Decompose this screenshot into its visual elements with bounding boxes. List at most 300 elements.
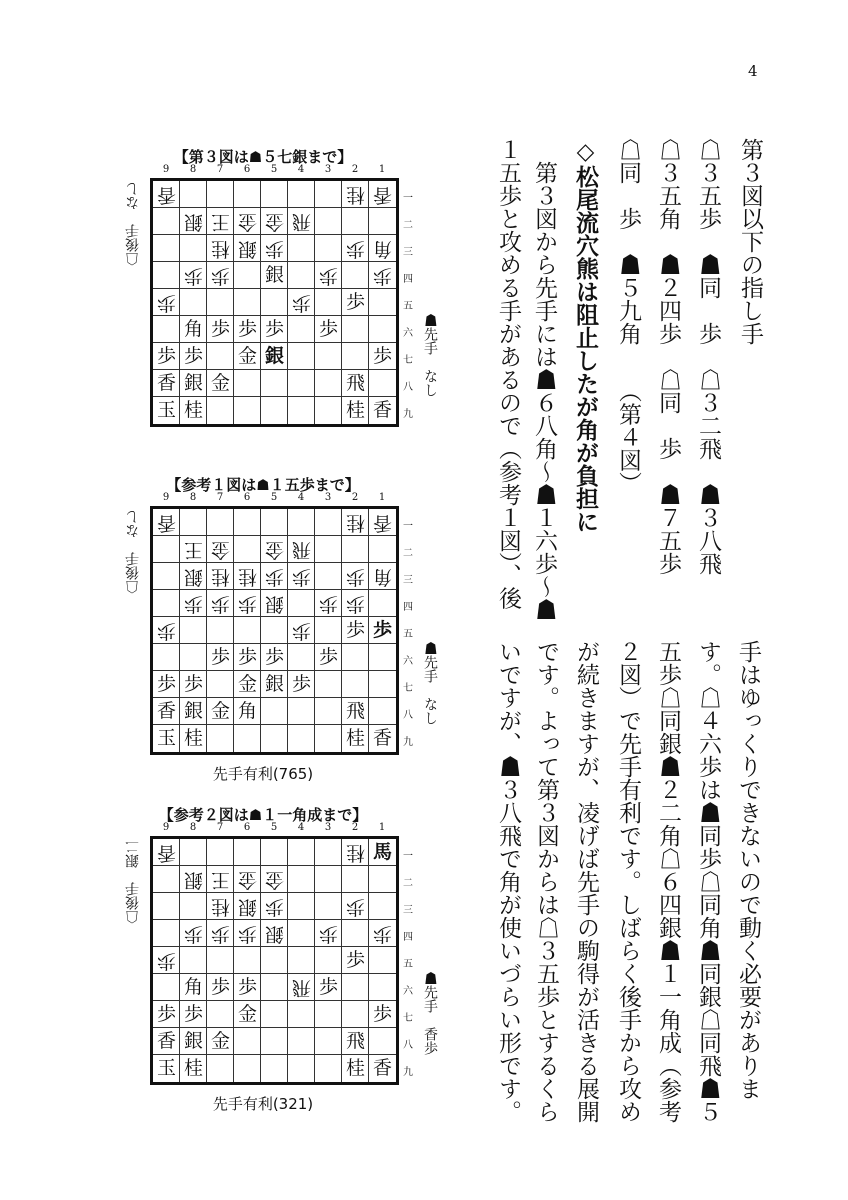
- board-square: [261, 725, 288, 752]
- board-square: [207, 866, 234, 893]
- board-square: [288, 590, 315, 617]
- rank-label: 四: [403, 932, 413, 943]
- board-square: [288, 974, 315, 1001]
- board-square: [153, 725, 180, 752]
- board-square: [153, 343, 180, 370]
- board-square: [180, 397, 207, 424]
- board-square: [342, 725, 369, 752]
- rank-label: 四: [403, 274, 413, 285]
- diagram-title: 【参考１図は☗１五歩まで】: [166, 476, 360, 494]
- rank-label: 九: [403, 409, 413, 420]
- gote-piece: 香: [157, 512, 177, 534]
- file-label: 1: [378, 492, 386, 503]
- diagram-ref2: [118, 798, 438, 1128]
- board-square: [261, 289, 288, 316]
- rank-label: 一: [403, 851, 413, 862]
- board-square: [207, 725, 234, 752]
- board-square: [234, 208, 261, 235]
- gote-hand: ☖後手 なし: [125, 510, 141, 594]
- board-square: [342, 235, 369, 262]
- sente-piece: 銀: [264, 264, 284, 286]
- board-square: [369, 563, 396, 590]
- board-square: [207, 181, 234, 208]
- board-square: [369, 866, 396, 893]
- board-square: [153, 397, 180, 424]
- file-label: 3: [324, 822, 332, 833]
- sente-piece: 歩: [237, 318, 257, 340]
- sente-piece: 香: [156, 1030, 176, 1052]
- rank-label: 七: [403, 1013, 413, 1024]
- board-square: [261, 839, 288, 866]
- sente-piece: 歩: [345, 291, 365, 313]
- last-move-piece: 銀: [264, 345, 284, 367]
- sente-piece: 玉: [156, 1057, 176, 1079]
- file-label: 2: [351, 164, 359, 175]
- board-square: [153, 1028, 180, 1055]
- board-square: [342, 839, 369, 866]
- board-square: [342, 343, 369, 370]
- sente-piece: 歩: [318, 318, 338, 340]
- gote-piece: 桂: [346, 184, 366, 206]
- rank-label: 八: [403, 1040, 413, 1051]
- gote-piece: 角: [373, 238, 393, 260]
- sente-piece: 歩: [237, 646, 257, 668]
- board-square: [153, 536, 180, 563]
- board-square: [207, 563, 234, 590]
- rank-label: 一: [403, 193, 413, 204]
- board-square: [234, 590, 261, 617]
- board-square: [207, 262, 234, 289]
- board-square: [288, 397, 315, 424]
- rank-label: 八: [403, 382, 413, 393]
- board-square: [261, 235, 288, 262]
- board-square: [369, 617, 396, 644]
- board-square: [315, 644, 342, 671]
- gote-piece: 銀: [265, 593, 285, 615]
- board-square: [342, 974, 369, 1001]
- gote-piece: 金: [265, 211, 285, 233]
- sente-piece: 香: [156, 700, 176, 722]
- file-label: 3: [324, 492, 332, 503]
- board-square: [207, 839, 234, 866]
- board-square: [207, 536, 234, 563]
- board-square: [288, 563, 315, 590]
- board-square: [234, 262, 261, 289]
- gote-piece: 金: [211, 539, 231, 561]
- sente-piece: 金: [210, 372, 230, 394]
- board-square: [234, 316, 261, 343]
- board-square: [180, 370, 207, 397]
- board-square: [153, 839, 180, 866]
- rank-label: 三: [403, 575, 413, 586]
- sente-piece: 飛: [345, 1030, 365, 1052]
- board-square: [342, 536, 369, 563]
- board-square: [288, 343, 315, 370]
- gote-piece: 歩: [265, 238, 285, 260]
- rank-label: 五: [403, 301, 413, 312]
- rank-label: 二: [403, 548, 413, 559]
- board-square: [342, 947, 369, 974]
- board-square: [180, 208, 207, 235]
- board-square: [315, 181, 342, 208]
- gote-piece: 金: [265, 539, 285, 561]
- board-square: [315, 370, 342, 397]
- board-square: [261, 974, 288, 1001]
- board-square: [180, 893, 207, 920]
- board-square: [261, 947, 288, 974]
- board-square: [288, 536, 315, 563]
- sente-piece: 銀: [183, 700, 203, 722]
- board-square: [207, 316, 234, 343]
- board-square: [369, 974, 396, 1001]
- board-square: [288, 208, 315, 235]
- sente-piece: 香: [372, 727, 392, 749]
- board-square: [207, 208, 234, 235]
- board-square: [315, 208, 342, 235]
- board-square: [234, 181, 261, 208]
- board-square: [315, 1028, 342, 1055]
- file-label: 6: [243, 492, 251, 503]
- board-square: [315, 671, 342, 698]
- sente-piece: 銀: [183, 1030, 203, 1052]
- board-square: [180, 866, 207, 893]
- board-square: [180, 725, 207, 752]
- board-square: [315, 698, 342, 725]
- board-square: [369, 644, 396, 671]
- file-label: 5: [270, 164, 278, 175]
- board-square: [207, 370, 234, 397]
- board-square: [207, 397, 234, 424]
- board-square: [342, 866, 369, 893]
- board-square: [234, 947, 261, 974]
- board-square: [315, 920, 342, 947]
- board-square: [288, 1001, 315, 1028]
- rank-label: 五: [403, 629, 413, 640]
- board-square: [369, 536, 396, 563]
- gote-piece: 王: [211, 869, 231, 891]
- gote-piece: 歩: [238, 593, 258, 615]
- gote-piece: 歩: [292, 566, 312, 588]
- sente-piece: 歩: [156, 673, 176, 695]
- board-square: [153, 509, 180, 536]
- gote-piece: 歩: [211, 593, 231, 615]
- text-column: 手はゆっくりできないので動く必要がありま: [735, 640, 761, 1100]
- board-square: [180, 920, 207, 947]
- board-square: [207, 671, 234, 698]
- board-square: [153, 920, 180, 947]
- board-square: [315, 397, 342, 424]
- board-square: [369, 208, 396, 235]
- gote-piece: 桂: [238, 566, 258, 588]
- board-square: [315, 1001, 342, 1028]
- board-square: [369, 839, 396, 866]
- board-square: [315, 893, 342, 920]
- evaluation-caption: 先手有利(765): [212, 765, 314, 783]
- sente-piece: 歩: [183, 1003, 203, 1025]
- board-square: [369, 235, 396, 262]
- last-move-piece: 歩: [372, 619, 392, 641]
- sente-piece: 角: [237, 700, 257, 722]
- diagram-title: 【第３図は☗５七銀まで】: [173, 148, 353, 166]
- board-square: [234, 1028, 261, 1055]
- board-square: [261, 866, 288, 893]
- gote-piece: 銀: [265, 923, 285, 945]
- board-square: [315, 563, 342, 590]
- board-square: [342, 1055, 369, 1082]
- sente-piece: 歩: [372, 1003, 392, 1025]
- rank-label: 七: [403, 683, 413, 694]
- board-square: [261, 644, 288, 671]
- board-square: [207, 289, 234, 316]
- board-square: [342, 181, 369, 208]
- gote-piece: 王: [211, 211, 231, 233]
- board-square: [180, 590, 207, 617]
- sente-piece: 飛: [345, 372, 365, 394]
- rank-label: 四: [403, 602, 413, 613]
- rank-label: 一: [403, 521, 413, 532]
- text-column: す。☖４六歩は☗同歩☖同角☗同銀☖同飛☗５: [695, 640, 721, 1123]
- gote-piece: 歩: [319, 923, 339, 945]
- last-move-piece: 馬: [372, 841, 392, 863]
- board-square: [315, 866, 342, 893]
- gote-piece: 歩: [265, 566, 285, 588]
- board-square: [315, 1055, 342, 1082]
- file-label: 8: [189, 492, 197, 503]
- board-square: [153, 590, 180, 617]
- board-square: [180, 974, 207, 1001]
- board-square: [342, 698, 369, 725]
- rank-label: 九: [403, 1067, 413, 1078]
- board-square: [234, 866, 261, 893]
- gote-hand: ☖後手 なし: [125, 182, 141, 266]
- sente-piece: 歩: [156, 345, 176, 367]
- board-square: [369, 343, 396, 370]
- gote-piece: 香: [373, 512, 393, 534]
- file-label: 8: [189, 822, 197, 833]
- board-square: [261, 370, 288, 397]
- gote-piece: 歩: [319, 265, 339, 287]
- text-column: いですが、☗３八飛で角が使いづらい形です。: [495, 640, 521, 1123]
- gote-piece: 歩: [346, 566, 366, 588]
- board-square: [234, 1001, 261, 1028]
- board-square: [234, 698, 261, 725]
- file-label: 9: [162, 822, 170, 833]
- gote-piece: 金: [238, 211, 258, 233]
- board-square: [261, 397, 288, 424]
- file-label: 5: [270, 822, 278, 833]
- sente-piece: 金: [210, 700, 230, 722]
- gote-piece: 角: [373, 566, 393, 588]
- board-square: [261, 343, 288, 370]
- board-square: [342, 397, 369, 424]
- board-square: [315, 509, 342, 536]
- sente-piece: 桂: [183, 1057, 203, 1079]
- gote-piece: 歩: [346, 593, 366, 615]
- text-column: ２図）で先手有利です。しばらく後手から攻め: [615, 640, 641, 1123]
- gote-piece: 歩: [211, 923, 231, 945]
- board-square: [207, 1001, 234, 1028]
- board-square: [153, 262, 180, 289]
- gote-piece: 歩: [211, 265, 231, 287]
- board-square: [369, 947, 396, 974]
- board-square: [153, 289, 180, 316]
- gote-piece: 歩: [346, 896, 366, 918]
- text-column: ☖３五角 ☗２四歩 ☖同 歩 ☗７五歩: [655, 138, 681, 575]
- board-square: [153, 866, 180, 893]
- rank-label: 九: [403, 737, 413, 748]
- board-square: [369, 671, 396, 698]
- gote-piece: 歩: [184, 923, 204, 945]
- board-square: [180, 1028, 207, 1055]
- board-square: [180, 509, 207, 536]
- gote-piece: 歩: [238, 923, 258, 945]
- board-square: [207, 1055, 234, 1082]
- board-square: [153, 671, 180, 698]
- board-square: [288, 1028, 315, 1055]
- board-square: [342, 208, 369, 235]
- rank-label: 八: [403, 710, 413, 721]
- board-square: [315, 343, 342, 370]
- rank-label: 六: [403, 986, 413, 997]
- file-label: 6: [243, 822, 251, 833]
- board-square: [288, 262, 315, 289]
- evaluation-caption: 先手有利(321): [212, 1095, 314, 1113]
- board-square: [342, 316, 369, 343]
- board-square: [207, 617, 234, 644]
- board-square: [153, 893, 180, 920]
- gote-piece: 銀: [184, 869, 204, 891]
- rank-label: 二: [403, 220, 413, 231]
- sente-piece: 桂: [345, 727, 365, 749]
- sente-piece: 歩: [210, 646, 230, 668]
- file-label: 3: [324, 164, 332, 175]
- board-square: [315, 974, 342, 1001]
- sente-piece: 角: [183, 976, 203, 998]
- board-square: [207, 974, 234, 1001]
- board-square: [261, 509, 288, 536]
- gote-piece: 香: [157, 842, 177, 864]
- board-square: [234, 563, 261, 590]
- board-square: [207, 698, 234, 725]
- sente-piece: 歩: [183, 673, 203, 695]
- board-square: [234, 397, 261, 424]
- board-square: [207, 343, 234, 370]
- board-square: [288, 181, 315, 208]
- board-square: [369, 289, 396, 316]
- text-column: ☖同 歩 ☗５九角 （第４図）: [615, 138, 641, 495]
- sente-piece: 歩: [210, 318, 230, 340]
- board-square: [180, 947, 207, 974]
- gote-piece: 歩: [157, 292, 177, 314]
- board-square: [234, 920, 261, 947]
- file-label: 9: [162, 164, 170, 175]
- gote-piece: 桂: [346, 512, 366, 534]
- board-square: [180, 536, 207, 563]
- board-square: [153, 1055, 180, 1082]
- file-label: 2: [351, 822, 359, 833]
- file-label: 7: [216, 164, 224, 175]
- file-label: 9: [162, 492, 170, 503]
- text-column: が続きますが、凌げば先手の駒得が活きる展開: [573, 640, 599, 1123]
- board-square: [315, 289, 342, 316]
- board-square: [234, 343, 261, 370]
- gote-piece: 歩: [346, 238, 366, 260]
- sente-piece: 桂: [345, 399, 365, 421]
- board-square: [315, 725, 342, 752]
- board-square: [288, 893, 315, 920]
- board-square: [369, 920, 396, 947]
- board-square: [153, 235, 180, 262]
- text-column: 第３図から先手には☗６八角～☗１六歩～☗: [531, 138, 557, 621]
- sente-piece: 金: [237, 345, 257, 367]
- gote-piece: 歩: [373, 265, 393, 287]
- board-square: [342, 509, 369, 536]
- board-square: [288, 370, 315, 397]
- board-square: [207, 235, 234, 262]
- board-square: [180, 316, 207, 343]
- file-label: 6: [243, 164, 251, 175]
- board-square: [369, 181, 396, 208]
- sente-piece: 香: [372, 399, 392, 421]
- gote-piece: 飛: [292, 211, 312, 233]
- board-square: [342, 617, 369, 644]
- board-square: [369, 590, 396, 617]
- gote-piece: 歩: [292, 292, 312, 314]
- board-square: [180, 343, 207, 370]
- gote-piece: 飛: [292, 539, 312, 561]
- gote-piece: 歩: [157, 950, 177, 972]
- gote-piece: 香: [373, 184, 393, 206]
- board-square: [342, 262, 369, 289]
- text-column: 五歩☖同銀☗２二角☖６四銀☗１一角成（参考: [655, 640, 681, 1123]
- gote-piece: 歩: [265, 896, 285, 918]
- sente-piece: 歩: [264, 318, 284, 340]
- board-square: [288, 866, 315, 893]
- board-square: [180, 289, 207, 316]
- board-square: [288, 947, 315, 974]
- board-square: [369, 316, 396, 343]
- board-square: [261, 590, 288, 617]
- gote-piece: 桂: [211, 896, 231, 918]
- gote-piece: 桂: [211, 566, 231, 588]
- board-square: [180, 1001, 207, 1028]
- board-square: [234, 235, 261, 262]
- board-square: [342, 370, 369, 397]
- board-square: [288, 920, 315, 947]
- board-square: [288, 839, 315, 866]
- board-square: [288, 698, 315, 725]
- board-square: [342, 644, 369, 671]
- sente-piece: 歩: [372, 345, 392, 367]
- board-square: [315, 839, 342, 866]
- text-column: １五歩と攻める手があるので（参考１図）、後: [495, 138, 521, 610]
- file-label: 2: [351, 492, 359, 503]
- board-square: [369, 509, 396, 536]
- sente-piece: 歩: [345, 619, 365, 641]
- board-square: [180, 1055, 207, 1082]
- rank-label: 三: [403, 247, 413, 258]
- board-square: [369, 893, 396, 920]
- board-square: [288, 617, 315, 644]
- gote-hand: ☖後手 銀二: [125, 840, 141, 924]
- board-square: [153, 1001, 180, 1028]
- board-square: [261, 208, 288, 235]
- rank-label: 三: [403, 905, 413, 916]
- board-square: [234, 671, 261, 698]
- board-square: [153, 563, 180, 590]
- sente-piece: 歩: [183, 345, 203, 367]
- sente-piece: 香: [156, 372, 176, 394]
